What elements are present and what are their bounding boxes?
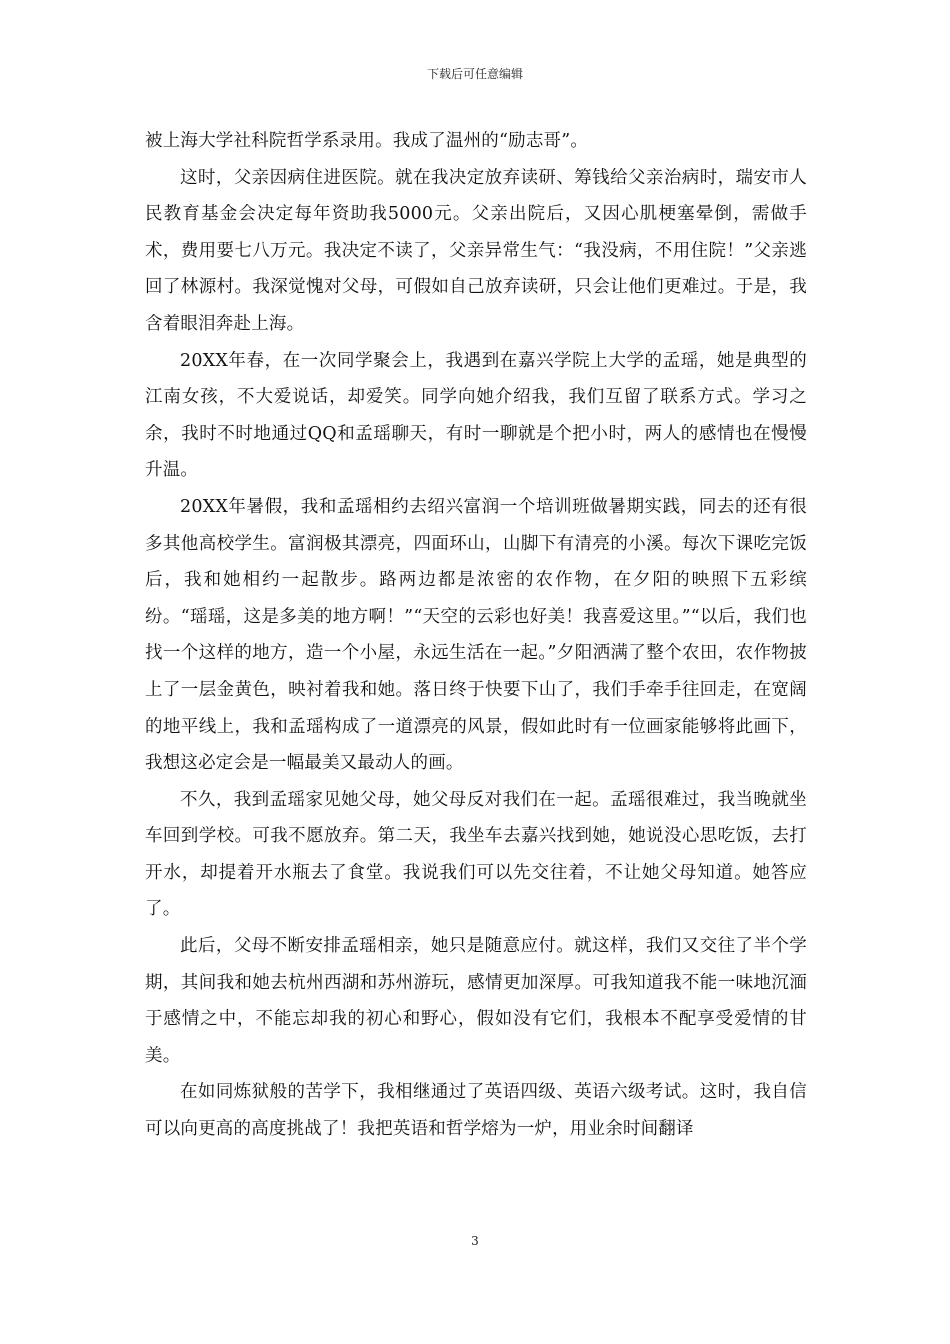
- paragraph-4: 20XX年暑假，我和孟瑶相约去绍兴富润一个培训班做暑期实践，同去的还有很多其他高校学生。富润极其漂亮，四面环山，山脚下有清亮的小溪。每次下课吃完饭后，我和她相约一起散步。路两边都是浓密的农作物，在夕阳的映照下五彩缤纷。“瑶瑶，这是多美的地方啊！”“天空的云彩也好美！我喜爱这里。”“以后，我们也找一个这样的地方，造一个小屋，永远生活在一起。”夕阳洒满了整个农田，农作物披上了一层金黄色，映衬着我和她。落日终于快要下山了，我们手牵手往回走，在宽阔的地平线上，我和孟瑶构成了一道漂亮的风景，假如此时有一位画家能够将此画下，我想这必定会是一幅最美又最动人的画。: [145, 496, 807, 774]
- paragraph-2: 这时，父亲因病住进医院。就在我决定放弃读研、筹钱给父亲治病时，瑞安市人民教育基金会决定每年资助我5000元。父亲出院后，又因心肌梗塞晕倒，需做手术，费用要七八万元。我决定不读了，父亲异常生气：“我没病，不用住院！”父亲逃回了林源村。我深觉愧对父母，可假如自己放弃读研，只会让他们更难过。于是，我含着眼泪奔赴上海。: [145, 167, 807, 334]
- page-header: 下载后可任意编辑: [426, 67, 523, 81]
- paragraph-6: 此后，父母不断安排孟瑶相亲，她只是随意应付。就这样，我们又交往了半个学期，其间我和她去杭州西湖和苏州游玩，感情更加深厚。可我知道我不能一味地沉湎于感情之中，不能忘却我的初心和野心，假如没有它们，我根本不配享受爱情的甘美。: [145, 936, 807, 1066]
- paragraph-1: 被上海大学社科院哲学系录用。我成了温州的“励志哥”。: [145, 131, 589, 151]
- paragraph-7: 在如同炼狱般的苦学下，我相继通过了英语四级、英语六级考试。这时，我自信可以向更高的高度挑战了！我把英语和哲学熔为一炉，用业余时间翻译: [145, 1082, 807, 1140]
- paragraph-3: 20XX年春，在一次同学聚会上，我遇到在嘉兴学院上大学的孟瑶，她是典型的江南女孩，不大爱说话，却爱笑。同学向她介绍我，我们互留了联系方式。学习之余，我时不时地通过QQ和孟瑶聊天，有时一聊就是个把小时，两人的感情也在慢慢升温。: [145, 350, 807, 481]
- paragraph-5: 不久，我到孟瑶家见她父母，她父母反对我们在一起。孟瑶很难过，我当晚就坐车回到学校。可我不愿放弃。第二天，我坐车去嘉兴找到她，她说没心思吃饭，去打开水，却提着开水瓶去了食堂。我说我们可以先交往着，不让她父母知道。她答应了。: [145, 789, 807, 920]
- page-number: 3: [471, 1234, 479, 1248]
- document-body: [145, 123, 807, 1148]
